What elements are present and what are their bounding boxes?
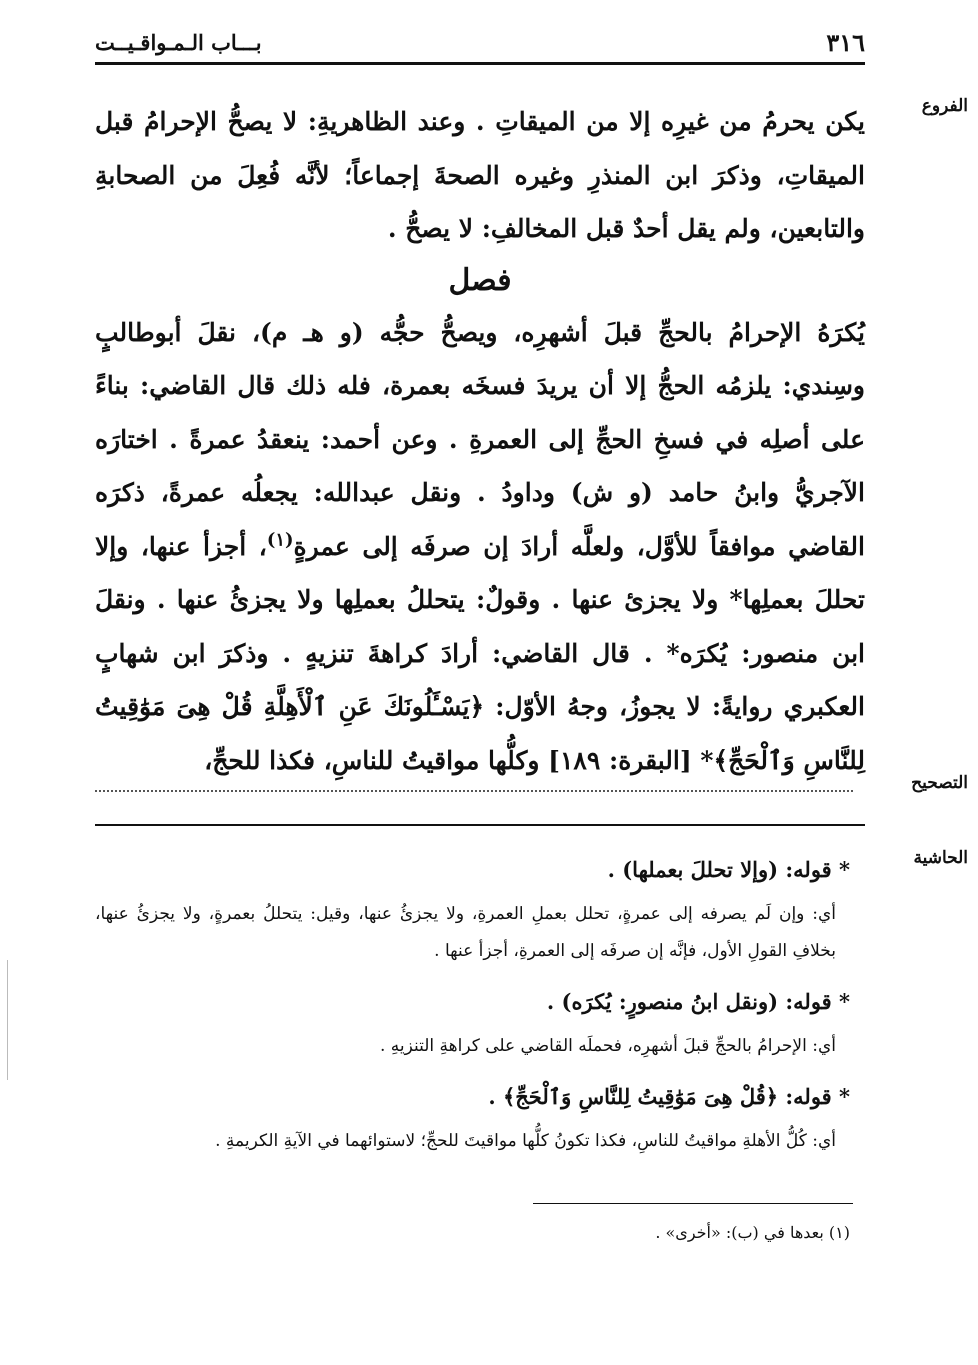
correction-dotted-line: [95, 790, 853, 792]
hashiya-note-head: * قوله: (ونقل ابنُ منصورٍ: يُكرَه) .: [546, 989, 850, 1014]
hashiya-notes: [95, 848, 850, 1170]
page-number: ٣١٦: [826, 28, 865, 57]
hashiya-note-body: أي: وإن لَم يصرفه إلى عمرةٍ، تحلل بعملِ العمرةِ، ولا يجزئُ عنها، وقيل: يتحللُ بعمرةٍ، ولا يجزئُ عنها، بخلافِ القولِ الأول، فإنَّه إن صرفَه إلى العمرةِ، أجزأ عنها .: [95, 904, 836, 961]
footnote-rule: [533, 1203, 853, 1204]
hashiya-note-head: * قوله: (وإلا تحللَ بعملها) .: [607, 857, 850, 882]
margin-label-hashiya: الحاشية: [913, 848, 968, 868]
footnote-marker: (١): [266, 529, 294, 551]
section-title: فصل: [448, 262, 512, 298]
main-paragraph-2-part-a: يُكرَهُ الإحرامُ بالحجِّ قبلَ أشهرِه، ويصحُّ حجُّه (و هـ م)، نقلَ أبوطالبٍ وسِندي: يلزمُه الحجُّ إلا أن يريدَ فسخَه بعمرة، فله ذلك قال القاضي: بناءً على أصلِه في فسخِ الحجِّ إلى العمرةِ . وعن أحمد: ينعقدُ عمرةً . اختارَه الآجريُّ وابنُ حامد (و ش) وداودُ . ونقل عبدالله: يجعلُه عمرةً، ذكرَه القاضي موافقاً للأوَّل، ولعلَّه أرادَ إن صرفَه إلى عمرةٍ: [95, 317, 865, 561]
main-text: [95, 95, 865, 787]
chapter-title: بـــاب الـمـواقـيــت: [95, 30, 262, 55]
page-header: [95, 28, 865, 62]
margin-label-tashih: التصحيح: [911, 773, 968, 793]
main-paragraph-2: [95, 306, 865, 788]
header-rule: [95, 62, 865, 65]
section-divider: [95, 824, 865, 826]
main-paragraph-2-part-b: ، أجزأ عنها، وإلا تحللَ بعملِها* ولا يجزئ عنها . وقولٌ: يتحللُ بعملِها ولا يجزئُ عنها . ونقلَ ابن منصور: يُكرَه* . قال القاضي: أرادَ كراهةَ تنزيهٍ . وذكرَ ابن شهابٍ العكبري روايةً: لا يجوزُ، وجهُ الأوّل: ﴿يَسْـَٔلُونَكَ عَنِ ٱلْأَهِلَّةِ قُلْ هِىَ مَوَٰقِيتُ لِلنَّاسِ وَٱلْحَجِّ﴾* [البقرة: ١٨٩] وكلُّها مواقيتُ للناسِ، فكذا للحجِّ،: [95, 531, 865, 775]
hashiya-note-head: * قوله: ﴿قُلْ هِىَ مَوَٰقِيتُ لِلنَّاسِ وَٱلْحَجِّ﴾ .: [488, 1084, 850, 1109]
hashiya-note-body: أي: الإحرامُ بالحجِّ قبلَ أشهرِه، فحملَه القاضي على كراهةِ التنزيهِ .: [379, 1036, 836, 1056]
footnote: (١) بعدها في (ب): «أخرى» .: [655, 1223, 850, 1242]
margin-label-furu: الفروع: [921, 96, 968, 116]
main-paragraph-1: يكن يحرمُ من غيرِه إلا من الميقاتِ . وعند الظاهريةِ: لا يصحُّ الإحرامُ قبل الميقاتِ، وذكرَ ابن المنذرِ وغيره الصحةَ إجماعاً؛ لأنَّه فُعِلَ من الصحابةِ والتابعين، ولم يقل أحدٌ قبل المخالفِ: لا يصحُّ .: [95, 107, 865, 243]
hashiya-note-body: أي: كُلُّ الأهلةِ مواقيتُ للناسِ، فكذا تكونُ كلُّها مواقيتَ للحجِّ؛ لاستوائهما في الآيةِ الكريمةِ .: [215, 1131, 836, 1151]
scan-edge-line: [7, 960, 8, 1080]
